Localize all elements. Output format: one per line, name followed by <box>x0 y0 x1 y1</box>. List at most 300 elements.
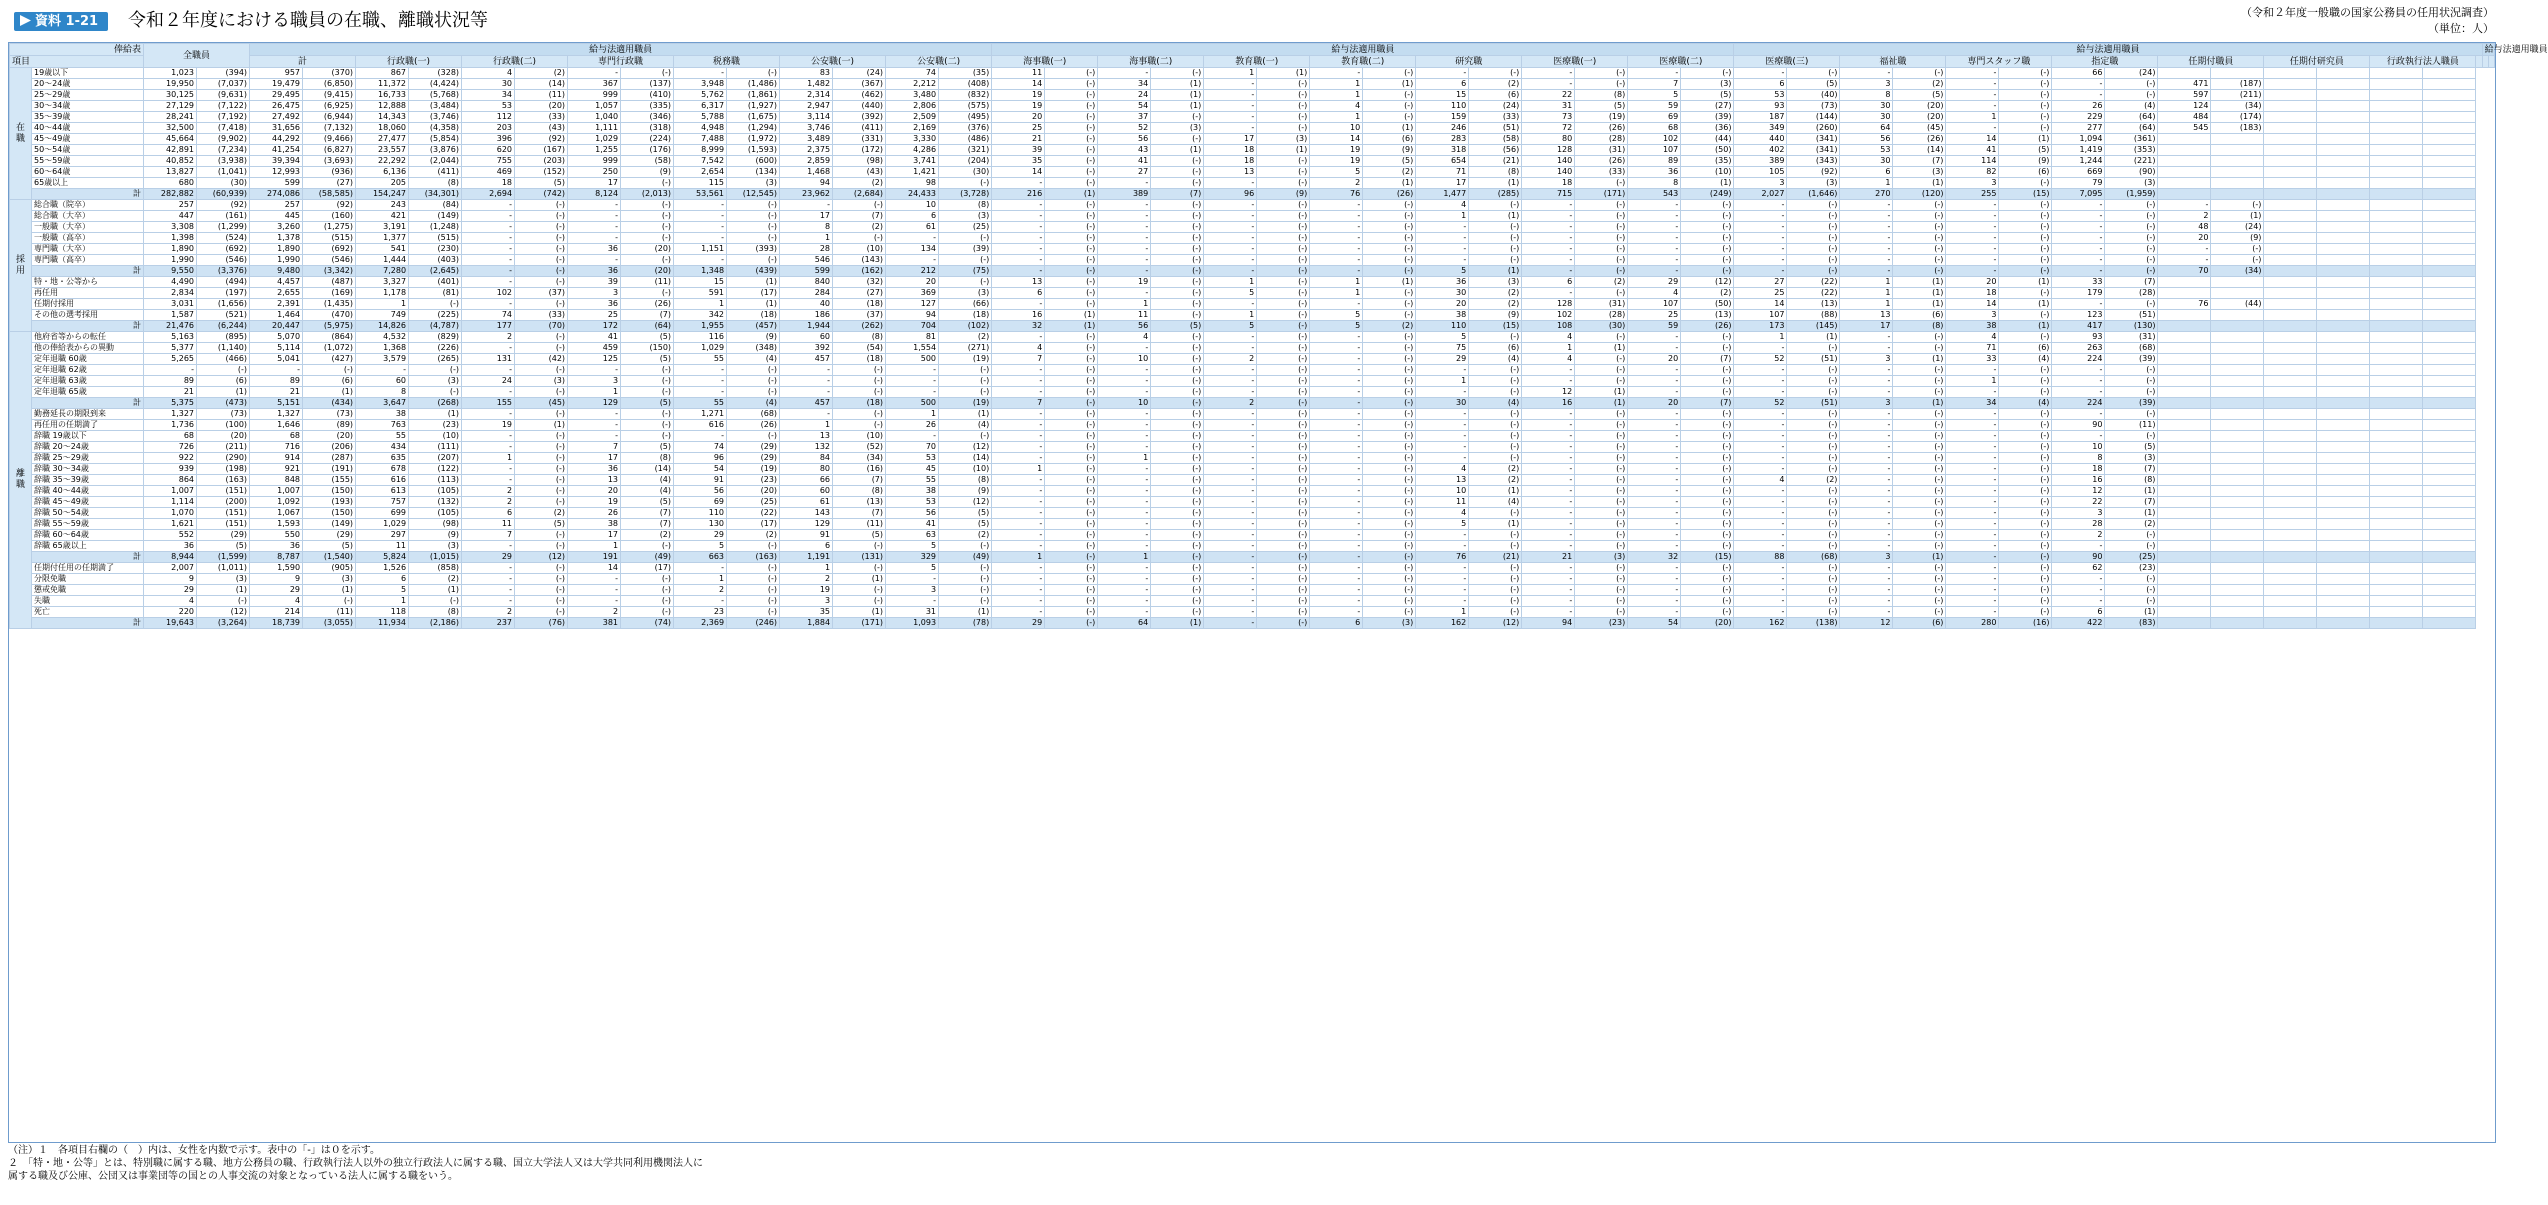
count-cell: 36 <box>568 464 621 475</box>
count-cell: 680 <box>144 178 197 189</box>
female-count-cell: (346) <box>621 112 674 123</box>
female-count-cell: (-) <box>1257 244 1310 255</box>
count-cell: 349 <box>1734 123 1787 134</box>
female-count-cell: (829) <box>409 332 462 343</box>
count-cell: - <box>1628 508 1681 519</box>
female-count-cell: (22) <box>1787 288 1840 299</box>
female-count-cell: (5) <box>1999 145 2052 156</box>
female-count-cell: (163) <box>197 475 250 486</box>
female-count-cell: (21) <box>1469 552 1522 563</box>
empty-cell <box>2317 563 2370 574</box>
count-cell: - <box>568 222 621 233</box>
count-cell: - <box>1628 376 1681 387</box>
corner-header: 俸給表 <box>10 44 144 56</box>
female-count-cell: (7,418) <box>197 123 250 134</box>
female-count-cell: (-) <box>515 431 568 442</box>
staffing-table <box>9 43 2548 629</box>
count-cell: 1 <box>1310 112 1363 123</box>
female-count-cell: (-) <box>1045 255 1098 266</box>
count-cell: - <box>1840 596 1893 607</box>
table-row <box>10 156 2495 167</box>
female-count-cell: (1) <box>1575 387 1628 398</box>
female-count-cell: (3) <box>1681 79 1734 90</box>
count-cell: 4 <box>1522 332 1575 343</box>
female-count-cell: (-) <box>1681 365 1734 376</box>
count-cell: 105 <box>1734 167 1787 178</box>
female-count-cell: (-) <box>1363 574 1416 585</box>
female-count-cell: (20) <box>1681 618 1734 629</box>
count-cell: 224 <box>2052 398 2105 409</box>
female-count-cell: (-) <box>1787 497 1840 508</box>
count-cell: 663 <box>674 552 727 563</box>
female-count-cell: (-) <box>1151 420 1204 431</box>
count-cell: - <box>1204 101 1257 112</box>
count-cell: - <box>568 233 621 244</box>
female-count-cell: (-) <box>1575 222 1628 233</box>
female-count-cell: (-) <box>1681 233 1734 244</box>
female-count-cell: (197) <box>197 288 250 299</box>
female-count-cell: (-) <box>939 365 992 376</box>
count-cell: - <box>1098 519 1151 530</box>
empty-cell <box>2158 398 2211 409</box>
empty-cell <box>2211 189 2264 200</box>
female-count-cell: (-) <box>621 68 674 79</box>
row-label: 死亡 <box>32 607 144 618</box>
count-cell: 1,890 <box>250 244 303 255</box>
female-count-cell: (-) <box>1363 497 1416 508</box>
empty-cell <box>2264 607 2317 618</box>
female-count-cell: (1,972) <box>727 134 780 145</box>
female-count-cell: (1,140) <box>197 343 250 354</box>
count-cell: - <box>1946 420 1999 431</box>
female-count-cell: (-) <box>1363 453 1416 464</box>
female-count-cell: (-) <box>1469 431 1522 442</box>
empty-cell <box>2423 585 2476 596</box>
female-count-cell: (27) <box>1681 101 1734 112</box>
empty-cell <box>2211 530 2264 541</box>
female-count-cell: (-) <box>1045 79 1098 90</box>
count-cell: 8 <box>2052 453 2105 464</box>
female-count-cell: (-) <box>515 596 568 607</box>
female-count-cell: (895) <box>197 332 250 343</box>
count-cell: 36 <box>568 244 621 255</box>
count-cell: 599 <box>250 178 303 189</box>
female-count-cell: (21) <box>1469 156 1522 167</box>
female-count-cell: (5) <box>1151 321 1204 332</box>
female-count-cell: (51) <box>2105 310 2158 321</box>
empty-cell <box>2264 244 2317 255</box>
count-cell: - <box>462 475 515 486</box>
empty-cell <box>2317 585 2370 596</box>
female-count-cell: (-) <box>1575 244 1628 255</box>
count-cell: 2,314 <box>780 90 833 101</box>
row-label: 辞職 19歳以下 <box>32 431 144 442</box>
female-count-cell: (-) <box>1999 332 2052 343</box>
empty-cell <box>2423 244 2476 255</box>
row-label: 計 <box>32 618 144 629</box>
count-cell: 4 <box>1522 354 1575 365</box>
count-cell: - <box>1946 244 1999 255</box>
count-cell: 24,433 <box>886 189 939 200</box>
empty-cell <box>2211 508 2264 519</box>
female-count-cell: (9,902) <box>197 134 250 145</box>
female-count-cell: (174) <box>2211 112 2264 123</box>
section-label: 採用 <box>10 200 32 332</box>
female-count-cell: (2) <box>833 222 886 233</box>
count-cell: 107 <box>1628 145 1681 156</box>
count-cell: 1 <box>1840 299 1893 310</box>
table-row <box>10 475 2495 486</box>
female-count-cell: (5,975) <box>303 321 356 332</box>
female-count-cell: (-) <box>1045 508 1098 519</box>
female-count-cell: (-) <box>1575 354 1628 365</box>
female-count-cell: (45) <box>515 398 568 409</box>
empty-cell <box>2264 387 2317 398</box>
count-cell: 389 <box>1098 189 1151 200</box>
female-count-cell: (-) <box>939 596 992 607</box>
count-cell: - <box>1098 343 1151 354</box>
count-cell: - <box>1840 233 1893 244</box>
count-cell: - <box>1840 442 1893 453</box>
female-count-cell: (24) <box>833 68 886 79</box>
female-count-cell: (7) <box>2105 464 2158 475</box>
female-count-cell: (28) <box>2105 288 2158 299</box>
female-count-cell: (-) <box>621 255 674 266</box>
female-count-cell: (-) <box>1151 376 1204 387</box>
count-cell: 14 <box>1946 299 1999 310</box>
female-count-cell: (5) <box>1787 79 1840 90</box>
female-count-cell: (3,055) <box>303 618 356 629</box>
count-cell: - <box>1840 343 1893 354</box>
female-count-cell: (-) <box>1151 288 1204 299</box>
count-cell: 1,244 <box>2052 156 2105 167</box>
female-count-cell: (-) <box>1681 475 1734 486</box>
empty-cell <box>2370 90 2423 101</box>
count-cell: 459 <box>568 343 621 354</box>
empty-cell <box>2423 486 2476 497</box>
female-count-cell: (-) <box>1999 211 2052 222</box>
count-cell: 3 <box>1840 354 1893 365</box>
count-cell: 19,479 <box>250 79 303 90</box>
count-cell: 27 <box>1098 167 1151 178</box>
female-count-cell: (-) <box>1151 222 1204 233</box>
count-cell: 20 <box>1628 354 1681 365</box>
empty-cell <box>2317 266 2370 277</box>
table-header <box>10 44 2548 68</box>
count-cell: - <box>2052 574 2105 585</box>
count-cell: 19 <box>568 497 621 508</box>
empty-cell <box>2423 508 2476 519</box>
female-count-cell: (9) <box>409 530 462 541</box>
count-cell: 12,888 <box>356 101 409 112</box>
empty-cell <box>2370 233 2423 244</box>
female-count-cell: (15) <box>1999 189 2052 200</box>
table-row <box>10 178 2495 189</box>
female-count-cell: (68) <box>2105 343 2158 354</box>
count-cell: 81 <box>886 332 939 343</box>
empty-cell <box>2423 453 2476 464</box>
female-count-cell: (-) <box>1999 200 2052 211</box>
count-cell: - <box>1098 442 1151 453</box>
female-count-cell: (-) <box>303 365 356 376</box>
empty-cell <box>2423 178 2476 189</box>
count-cell: - <box>2052 233 2105 244</box>
count-cell: - <box>1628 233 1681 244</box>
count-cell: 27,129 <box>144 101 197 112</box>
empty-cell <box>2211 585 2264 596</box>
count-cell: - <box>1310 508 1363 519</box>
count-cell: 84 <box>780 453 833 464</box>
count-cell: - <box>1946 453 1999 464</box>
empty-cell <box>2370 200 2423 211</box>
count-cell: 19 <box>462 420 515 431</box>
count-cell: - <box>1310 409 1363 420</box>
empty-cell <box>2370 255 2423 266</box>
count-cell: 704 <box>886 321 939 332</box>
count-cell: 246 <box>1416 123 1469 134</box>
row-label: 懲戒免職 <box>32 585 144 596</box>
female-count-cell: (19) <box>727 464 780 475</box>
count-cell: 71 <box>1946 343 1999 354</box>
count-cell: - <box>1628 431 1681 442</box>
female-count-cell: (1) <box>2105 508 2158 519</box>
count-cell: - <box>1416 563 1469 574</box>
count-cell: - <box>1204 585 1257 596</box>
count-cell: 1,094 <box>2052 134 2105 145</box>
count-cell: 4,457 <box>250 277 303 288</box>
count-cell: 5,375 <box>144 398 197 409</box>
female-count-cell: (-) <box>727 376 780 387</box>
count-cell: - <box>1840 541 1893 552</box>
female-count-cell: (394) <box>197 68 250 79</box>
count-cell: 2 <box>2158 211 2211 222</box>
female-count-cell: (-) <box>1045 266 1098 277</box>
count-cell: - <box>992 431 1045 442</box>
female-count-cell: (-) <box>1045 464 1098 475</box>
female-count-cell: (936) <box>303 167 356 178</box>
female-count-cell: (-) <box>833 409 886 420</box>
count-cell: 1,255 <box>568 145 621 156</box>
female-count-cell: (-) <box>1045 420 1098 431</box>
count-cell: - <box>1522 266 1575 277</box>
female-count-cell: (-) <box>1575 497 1628 508</box>
empty-cell <box>2370 607 2423 618</box>
count-cell: - <box>674 200 727 211</box>
staffing-table-container[interactable] <box>8 42 2548 1143</box>
female-count-cell: (-) <box>1363 420 1416 431</box>
count-cell: - <box>1840 563 1893 574</box>
female-count-cell: (1) <box>1893 299 1946 310</box>
female-count-cell: (285) <box>1469 189 1522 200</box>
female-count-cell: (-) <box>727 233 780 244</box>
count-cell: 1,990 <box>250 255 303 266</box>
female-count-cell: (17) <box>727 288 780 299</box>
female-count-cell: (-) <box>1151 354 1204 365</box>
empty-cell <box>2158 497 2211 508</box>
female-count-cell: (6) <box>1893 618 1946 629</box>
row-label: 19歳以下 <box>32 68 144 79</box>
female-count-cell: (1) <box>1045 189 1098 200</box>
female-count-cell: (4) <box>1469 497 1522 508</box>
empty-cell <box>2264 519 2317 530</box>
female-count-cell: (-) <box>1257 90 1310 101</box>
count-cell: - <box>2052 244 2105 255</box>
empty-cell <box>2370 134 2423 145</box>
count-cell: 1,327 <box>250 409 303 420</box>
female-count-cell: (49) <box>939 552 992 563</box>
female-count-cell: (-) <box>2105 255 2158 266</box>
count-cell: 1,990 <box>144 255 197 266</box>
female-count-cell: (73) <box>303 409 356 420</box>
female-count-cell: (24) <box>2105 68 2158 79</box>
count-cell: - <box>1204 574 1257 585</box>
female-count-cell: (14) <box>939 453 992 464</box>
female-count-cell: (37) <box>515 288 568 299</box>
count-cell: - <box>1310 607 1363 618</box>
female-count-cell: (-) <box>515 530 568 541</box>
count-cell: - <box>1840 68 1893 79</box>
count-cell: - <box>886 365 939 376</box>
female-count-cell: (10) <box>833 431 886 442</box>
empty-cell <box>2423 596 2476 607</box>
female-count-cell: (51) <box>1787 398 1840 409</box>
count-cell: 70 <box>886 442 939 453</box>
female-count-cell: (-) <box>1151 530 1204 541</box>
female-count-cell: (-) <box>1151 607 1204 618</box>
female-count-cell: (-) <box>1363 222 1416 233</box>
count-cell: 110 <box>1416 321 1469 332</box>
count-cell: - <box>674 563 727 574</box>
empty-cell <box>2158 354 2211 365</box>
female-count-cell: (343) <box>1787 156 1840 167</box>
count-cell: 11 <box>992 68 1045 79</box>
count-cell: 445 <box>250 211 303 222</box>
female-count-cell: (9) <box>1999 156 2052 167</box>
count-cell: - <box>1628 442 1681 453</box>
count-cell: 154,247 <box>356 189 409 200</box>
count-cell: 214 <box>250 607 303 618</box>
female-count-cell: (-) <box>1999 222 2052 233</box>
count-cell: 155 <box>462 398 515 409</box>
count-cell: 2,859 <box>780 156 833 167</box>
female-count-cell: (25) <box>727 497 780 508</box>
empty-cell <box>2211 354 2264 365</box>
count-cell: 1 <box>1840 277 1893 288</box>
table-row <box>10 79 2495 90</box>
female-count-cell: (1) <box>409 585 462 596</box>
count-cell: 1,178 <box>356 288 409 299</box>
count-cell: - <box>992 178 1045 189</box>
count-cell: 654 <box>1416 156 1469 167</box>
female-count-cell: (742) <box>515 189 568 200</box>
empty-cell <box>2370 167 2423 178</box>
female-count-cell: (151) <box>197 519 250 530</box>
empty-cell <box>2158 277 2211 288</box>
female-count-cell: (-) <box>1257 453 1310 464</box>
empty-cell <box>2211 288 2264 299</box>
female-count-cell: (105) <box>409 508 462 519</box>
empty-cell <box>2211 376 2264 387</box>
female-count-cell: (-) <box>1787 200 1840 211</box>
female-count-cell: (290) <box>197 453 250 464</box>
count-cell: - <box>462 299 515 310</box>
count-cell: 25 <box>1628 310 1681 321</box>
female-count-cell: (-) <box>1469 541 1522 552</box>
empty-cell <box>2158 189 2211 200</box>
female-count-cell: (9) <box>727 332 780 343</box>
female-count-cell: (-) <box>1045 618 1098 629</box>
female-count-cell: (-) <box>2211 244 2264 255</box>
count-cell: - <box>1310 519 1363 530</box>
count-cell: 1,398 <box>144 233 197 244</box>
female-count-cell: (-) <box>1681 222 1734 233</box>
female-count-cell: (1) <box>1999 321 2052 332</box>
count-cell: - <box>992 409 1045 420</box>
empty-cell <box>2264 200 2317 211</box>
count-cell: - <box>568 585 621 596</box>
count-cell: - <box>1840 332 1893 343</box>
female-count-cell: (4) <box>727 354 780 365</box>
empty-cell <box>2211 541 2264 552</box>
female-count-cell: (22) <box>1787 277 1840 288</box>
female-count-cell: (152) <box>515 167 568 178</box>
count-cell: - <box>1522 365 1575 376</box>
count-cell: - <box>1416 431 1469 442</box>
female-count-cell: (335) <box>621 101 674 112</box>
table-row <box>10 233 2495 244</box>
female-count-cell: (20) <box>1893 112 1946 123</box>
female-count-cell: (-) <box>197 365 250 376</box>
count-cell: 5 <box>886 541 939 552</box>
column-header: 行政職(一) <box>356 56 462 68</box>
count-cell: 118 <box>356 607 409 618</box>
empty-cell <box>2370 79 2423 90</box>
count-cell: 33 <box>2052 277 2105 288</box>
female-count-cell: (495) <box>939 112 992 123</box>
count-cell: - <box>1204 200 1257 211</box>
count-cell: 63 <box>886 530 939 541</box>
count-cell: 402 <box>1734 145 1787 156</box>
female-count-cell: (-) <box>1575 574 1628 585</box>
table-row <box>10 442 2495 453</box>
female-count-cell: (361) <box>2105 134 2158 145</box>
female-count-cell: (-) <box>1257 178 1310 189</box>
empty-cell <box>2264 343 2317 354</box>
empty-cell <box>2158 332 2211 343</box>
count-cell: 229 <box>2052 112 2105 123</box>
count-cell: - <box>992 563 1045 574</box>
female-count-cell: (203) <box>515 156 568 167</box>
badge-label: 資料 1-21 <box>35 14 99 29</box>
empty-cell <box>2423 211 2476 222</box>
female-count-cell: (376) <box>939 123 992 134</box>
female-count-cell: (39) <box>1681 112 1734 123</box>
row-label: 計 <box>32 321 144 332</box>
female-count-cell: (-) <box>1257 596 1310 607</box>
count-cell: - <box>992 475 1045 486</box>
female-count-cell: (1) <box>1045 310 1098 321</box>
count-cell: 70 <box>2158 266 2211 277</box>
table-row <box>10 101 2495 112</box>
female-count-cell: (6) <box>1999 167 2052 178</box>
empty-cell <box>2423 409 2476 420</box>
row-label: 総合職（院卒） <box>32 200 144 211</box>
female-count-cell: (-) <box>1787 508 1840 519</box>
female-count-cell: (-) <box>1681 266 1734 277</box>
female-count-cell: (-) <box>1787 420 1840 431</box>
count-cell: - <box>1098 563 1151 574</box>
female-count-cell: (75) <box>939 266 992 277</box>
